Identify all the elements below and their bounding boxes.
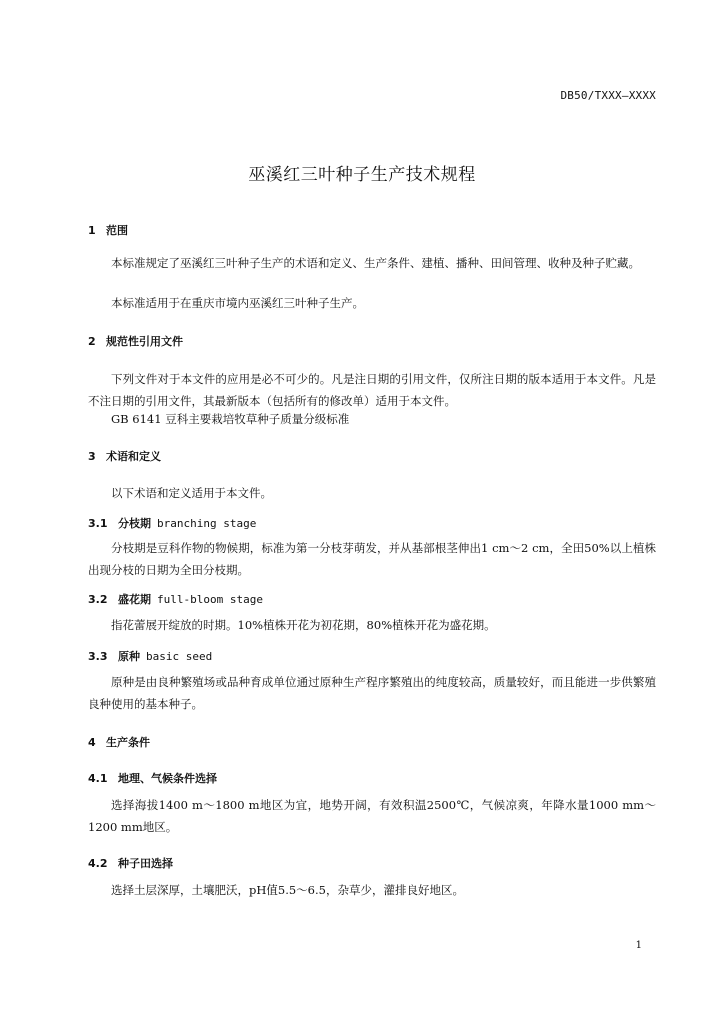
section-3-2-paragraph: 指花蕾展开绽放的时期。10%植株开花为初花期，80%植株开花为盛花期。 xyxy=(111,618,496,632)
section-3-3-paragraph: 原种是由良种繁殖场或品种育成单位通过原种生产程序繁殖出的纯度较高，质量较好，而且能进一步供繁殖良种使用的基本种子。 xyxy=(88,675,656,711)
section-number: 4.1 xyxy=(88,772,108,785)
section-2-paragraph-1: 下列文件对于本文件的应用是必不可少的。凡是注日期的引用文件，仅所注日期的版本适用于本文件。凡是不注日期的引用文件，其最新版本（包括所有的修改单）适用于本文件。 xyxy=(88,372,656,408)
section-number: 1 xyxy=(88,224,96,237)
page-number: 1 xyxy=(635,940,642,951)
subsection-title: 地理、气候条件选择 xyxy=(118,772,217,785)
section-number: 3.1 xyxy=(88,517,108,530)
term-english: basic seed xyxy=(146,650,213,663)
standard-code: DB50/TXXX—XXXX xyxy=(560,89,656,102)
subsection-title: 种子田选择 xyxy=(118,857,173,870)
section-3-2-heading xyxy=(88,591,263,607)
section-4-heading xyxy=(88,734,150,750)
term-english: branching stage xyxy=(157,517,257,530)
section-title: 规范性引用文件 xyxy=(106,335,183,348)
term-title: 分枝期 xyxy=(118,517,151,530)
section-3-3-heading xyxy=(88,648,212,664)
section-3-heading xyxy=(88,448,161,464)
section-2-reference: GB 6141 豆科主要栽培牧草种子质量分级标准 xyxy=(111,412,350,426)
section-title: 范围 xyxy=(106,224,128,237)
section-1-paragraph-1: 本标准规定了巫溪红三叶种子生产的术语和定义、生产条件、建植、播种、田间管理、收种及种子贮藏。 xyxy=(111,256,640,270)
section-number: 3 xyxy=(88,450,96,463)
section-number: 3.3 xyxy=(88,650,108,663)
section-1-paragraph-2: 本标准适用于在重庆市境内巫溪红三叶种子生产。 xyxy=(111,296,364,310)
section-2-heading xyxy=(88,333,183,349)
section-number: 2 xyxy=(88,335,96,348)
section-number: 4.2 xyxy=(88,857,108,870)
section-3-1-heading xyxy=(88,515,256,531)
section-1-heading xyxy=(88,222,128,238)
section-number: 3.2 xyxy=(88,593,108,606)
term-title: 盛花期 xyxy=(118,593,151,606)
section-3-1-paragraph: 分枝期是豆科作物的物候期，标准为第一分枝芽萌发，并从基部根茎伸出1 cm～2 cm，全田50%以上植株出现分枝的日期为全田分枝期。 xyxy=(88,541,656,577)
section-4-1-paragraph: 选择海拔1400 m～1800 m地区为宜，地势开阔，有效积温2500℃，气候凉爽，年降水量1000 mm～1200 mm地区。 xyxy=(88,798,656,834)
section-4-2-paragraph: 选择土层深厚，土壤肥沃，pH值5.5～6.5，杂草少，灌排良好地区。 xyxy=(111,883,464,897)
term-title: 原种 xyxy=(118,650,140,663)
section-4-1-heading xyxy=(88,770,217,786)
term-english: full-bloom stage xyxy=(157,593,263,606)
section-title: 生产条件 xyxy=(106,736,150,749)
document-title: 巫溪红三叶种子生产技术规程 xyxy=(248,165,476,185)
section-number: 4 xyxy=(88,736,96,749)
section-title: 术语和定义 xyxy=(106,450,161,463)
section-4-2-heading xyxy=(88,855,173,871)
section-3-paragraph-1: 以下术语和定义适用于本文件。 xyxy=(111,486,272,500)
